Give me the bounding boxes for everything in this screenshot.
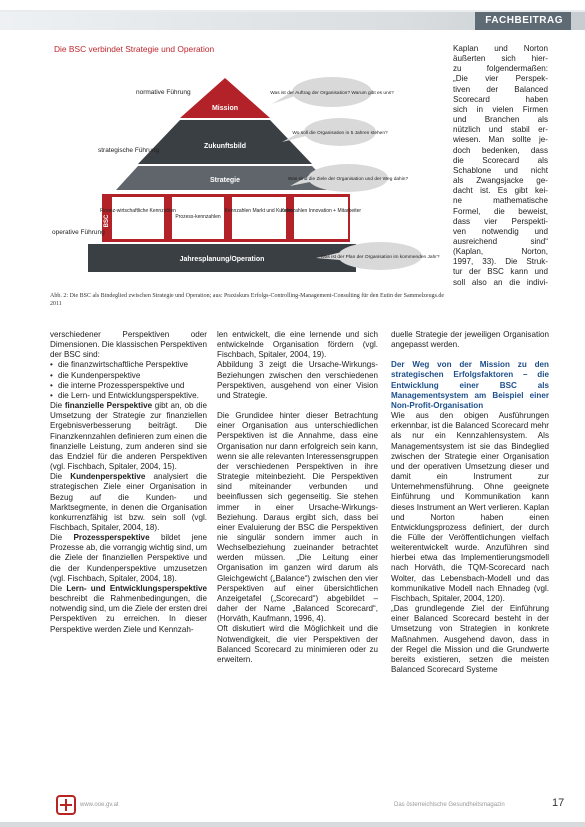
text-column-3 xyxy=(391,330,549,675)
perspective-label-process: Prozess-kennzahlen xyxy=(175,214,221,220)
pyramid-label-mission: Mission xyxy=(211,105,239,112)
right-column-line: soll also an die indivi- xyxy=(453,277,548,287)
section-heading: Der Weg von der Mission zu den strategischen Erfolgsfaktoren – die Entwicklung einer BSC als Managementsystem am Beispiel einer Non-Profit-Organisation xyxy=(391,360,549,410)
perspective-label-market: Kennzahlen Markt und Kunden xyxy=(224,208,294,214)
right-column-line: (Kaplan, Norton, xyxy=(453,247,548,257)
right-column-line: sich in vielen Firmen xyxy=(453,104,548,114)
pyramid-label-strategy: Strategie xyxy=(210,177,240,184)
pyramid-label-base: Jahresplanung/Operation xyxy=(179,256,265,263)
right-column-line: Schablone und nicht xyxy=(453,165,548,175)
right-column-line: ven notwendig und xyxy=(453,226,548,236)
right-column-line: die Scorecard als xyxy=(453,155,548,165)
right-column-line: ne mathematische xyxy=(453,196,548,206)
bsc-label: BSC xyxy=(104,214,110,228)
bubble-text-3: Was sind die Ziele der Organisation und der Weg dahin? xyxy=(287,177,409,182)
paragraph-financial: Die finanzielle Perspektive gibt an, ob die Umsetzung der Strategie zur finanziellen Ergebnisverbesserung beiträgt. Die Finanzkennzahlen definieren zum einen die finanzielle Leistung, zum anderen sind sie das Endziel für die anderen Perspektiven (vgl. Fischbach, Spitaler, 2004, 15). xyxy=(50,401,207,472)
paragraph-learning: Die Lern- und Entwicklungsperspektive beschreibt die Rahmenbedingungen, die notwendig sind, um die Ziele der ersten drei Perspektiven zu erreichen. In dieser Perspektive werden Ziele und Kennzah- xyxy=(50,583,208,634)
bsc-perspective-market xyxy=(232,197,286,239)
bsc-perspective-innovation xyxy=(294,197,348,239)
right-column-line: dacht ist. Es gibt kei- xyxy=(453,186,548,196)
pyramid-vision xyxy=(138,120,312,164)
col2-para-1: len entwickelt, die eine lernende und sich entwickelnde Organisation fördern (vgl. Fischbach, Spitaler, 2004, 19). xyxy=(217,330,378,360)
level-label-strategic: strategische Führung xyxy=(98,147,160,154)
right-column-line: wiesen. Man sollte je- xyxy=(453,135,548,145)
list-item: • die Lern- und Entwicklungsperspektive. xyxy=(50,390,199,400)
figure-caption: Abb. 2: Die BSC als Bindeglied zwischen Strategie und Operation; aus: Praxiskurs Erfolgs-Controlling-Management-Consulting für den Eutin der Sammelzeugs.de 2011 xyxy=(50,293,445,307)
perspective-label-finance: Finanz-wirtschaftliche Kennzahlen xyxy=(100,208,176,214)
bubble-text-1: Was ist der Auftrag der Organisation? Warum gibt es uns? xyxy=(270,91,394,96)
footer-url[interactable]: www.ooe.gv.at xyxy=(80,802,119,808)
right-column-line: ausreichend sind“ xyxy=(453,236,548,246)
bsc-pyramid-figure xyxy=(50,60,450,282)
perspective-label-innovation: Kennzahlen Innovation + Mitarbeiter xyxy=(280,208,362,214)
right-column-line: Kaplan und Norton äußerten sich hier- xyxy=(453,44,548,64)
col3-para-1: duelle Strategie der jeweiligen Organisation angepasst werden. xyxy=(391,330,549,350)
footer-bar xyxy=(0,822,585,827)
text-column-2 xyxy=(217,330,378,665)
page-header xyxy=(0,0,585,30)
paragraph-customer: Die Kundenperspektive analysiert die strategischen Ziele einer Organisation in Bezug auf die Kunden- und Marktsegmente, in denen die Organisation konkurrenzfähig ist bzw. sein soll (vgl. Fischbach, Spitaler, 2004, 18). xyxy=(50,472,207,532)
right-column-line: „Die vier Perspek- xyxy=(453,74,548,84)
bubble-text-2: Wo soll die Organisation in 5 Jahren stehen? xyxy=(292,131,388,136)
right-column-line: nützlich und stabil er- xyxy=(453,125,548,135)
right-column-top xyxy=(453,44,548,288)
level-label-operative: operative Führung xyxy=(52,229,105,236)
text-column-1 xyxy=(50,330,207,635)
right-column-line: zu folgendermaßen: xyxy=(453,64,548,74)
list-item: • die finanzwirtschaftliche Perspektive xyxy=(50,360,189,370)
footer-magazine: Das österreichische Gesundheitsmagazin xyxy=(394,802,505,808)
level-label-normative: normative Führung xyxy=(136,89,191,96)
col1-intro: verschiedener Perspektiven oder Dimensionen. Die klassischen Perspektiven der BSC sind: xyxy=(50,330,208,360)
right-column-line: Formel, die beweist, xyxy=(453,206,548,216)
col3-para-3: „Das grundlegende Ziel der Einführung einer Balanced Scorecard besteht in der Umsetzung von Strategien in konkrete Maßnahmen. Ausgehend davon, dass in der Regel die Mission und die Grundwerte bereits existieren, setzen die meisten Balanced Scorecard Systeme xyxy=(391,604,549,674)
right-column-line: Scorecard haben xyxy=(453,94,548,104)
section-tag: FACHBEITRAG xyxy=(475,12,571,30)
right-column-line: tur der BSC kann und xyxy=(453,267,548,277)
right-column-line: tiven der Balanced xyxy=(453,84,548,94)
cross-logo-icon xyxy=(56,795,76,815)
right-column-line: als Zwangsjacke ge- xyxy=(453,176,548,186)
col3-para-2: Wie aus den obigen Ausführungen erkennbar, ist die Balanced Scorecard mehr als nur ein Kennzahlensystem. Als Managementsystem ist sie das Bindeglied zwischen der Strategie einer Organisation und der operativen Umsetzung dieser und damit ein Instrument zur Unternehmensführung. Ohne geeignete Einführung und Kommunikation kann dieses Instrument an Wert verlieren. Kaplan und Norton haben einen Entwicklungsprozess definiert, der durch die Fülle der Veröffentlichungen vielfach weiterentwickelt wurde. Anzuführen sind hierbei etwa das Implementierungsmodell nach Horváth, die TQM-Scorecard nach Wolter, das Lebensbach-Modell und das kommunikative Modell nach Ehnadeg (vgl. Fischbach, Spitaler, 2004, 120). xyxy=(391,411,549,603)
col2-para-2: Abbildung 3 zeigt die Ursache-Wirkungs-Beziehungen zwischen den verschiedenen Perspektiven, ausgehend von einer Vision und Strategie. xyxy=(217,360,378,400)
page-number: 17 xyxy=(552,797,565,809)
bsc-perspective-finance xyxy=(112,197,164,239)
figure-title: Die BSC verbindet Strategie und Operation xyxy=(54,44,215,54)
col2-para-4: Oft diskutiert wird die Möglichkeit und die Notwendigkeit, die vier Perspektiven der Balanced Scorecard zu minimieren oder zu erweitern. xyxy=(217,624,378,664)
list-item: • die Kundenperspektive xyxy=(50,370,141,380)
right-column-line: dass vier Perspekti- xyxy=(453,216,548,226)
right-column-line: doch bedenken, dass xyxy=(453,145,548,155)
right-column-line: und Branchen als xyxy=(453,115,548,125)
col2-para-3: Die Grundidee hinter dieser Betrachtung einer Organisation aus unterschiedlichen Perspektiven ist die Annahme, dass eine Organisation nur dann erfolgreich sein kann, wenn sie alle relevanten Interessensgruppen der verschiedenen Perspektiven in ihre Strategie miteinbezieht. Die Perspektiven sind miteinander verbunden und beeinflussen sich gegenseitig. Sie stehen immer in einer Ursache-Wirkungs-Beziehung. Daraus ergibt sich, dass bei einer Evaluierung der BSC die Perspektiven nie singulär sondern immer auch in Wechselbeziehung zueinander betrachtet werden müssen. „Die Leitung einer Organisation im ganzen wird darum als Gleichgewicht („Balance“) zwischen den vier Perspektiven auf einer übersichtlichen Anzeigetafel („Scorecard“) abgebildet – daher der Name „Balanced Scorecard“, (Horváth, Kaufmann, 1996, 4). xyxy=(217,411,378,624)
bubble-text-4: Was ist der Plan der Organisation im kommenden Jahr? xyxy=(320,255,440,260)
pyramid-label-vision: Zukunftsbild xyxy=(204,143,246,150)
list-item: • die interne Prozessperspektive und xyxy=(50,380,185,390)
pyramid-mission xyxy=(180,78,270,118)
paragraph-process: Die Prozessperspektive bildet jene Prozesse ab, die vorrangig wichtig sind, um die Ziele der finanziellen Perspektive und die der Kundenperspektive umzusetzen (vgl. Fischbach, Spitaler, 2004, 18). xyxy=(50,533,207,583)
right-column-line: 1997, 33). Die Struk- xyxy=(453,257,548,267)
